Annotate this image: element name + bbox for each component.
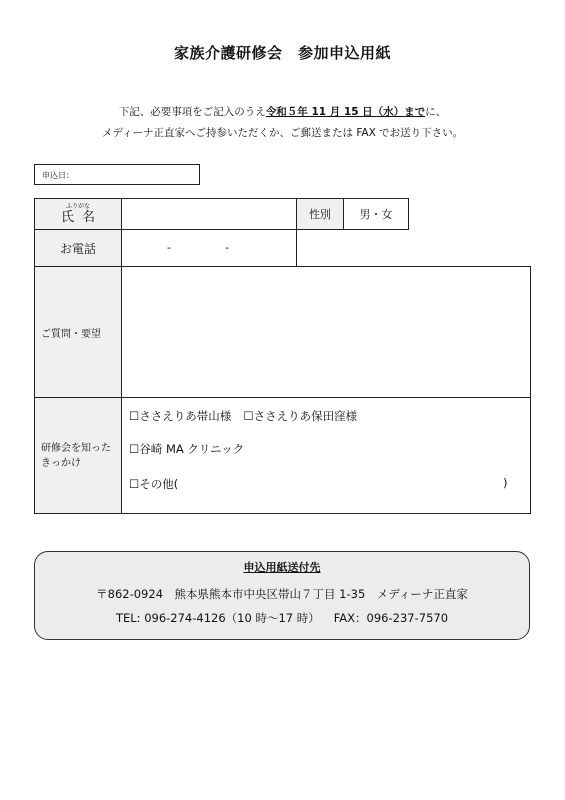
intro-line-2: メディーナ正直家へご持参いただくか、ご郵送または FAX でお送り下さい。 — [101, 127, 464, 139]
questions-input[interactable] — [121, 266, 531, 398]
gender-label: 性別 — [296, 198, 344, 230]
intro-text-end: に、 — [425, 106, 447, 118]
destination-tel: TEL: 096-274-4126（10 時〜17 時） — [115, 611, 320, 625]
phone-separator: - — [225, 241, 229, 254]
destination-contact — [35, 610, 529, 626]
checkbox-tanizaki-clinic[interactable]: ☐谷崎 MA クリニック — [129, 442, 245, 456]
phone-extra-cell — [296, 229, 531, 267]
name-label-cell — [34, 198, 122, 230]
questions-label: ご質問・要望 — [34, 266, 122, 398]
checkbox-sasaeria-obiyama[interactable]: ☐ささえりあ帯山様 — [129, 409, 232, 423]
deadline: 令和５年 11 月 15 日（水）まで — [265, 106, 426, 118]
destination-address: 〒862-0924 熊本県熊本市中央区帯山７丁目 1-35 メディーナ正直家 — [96, 587, 468, 601]
other-close-paren: ) — [503, 476, 508, 490]
destination-fax: FAX：096-237-7570 — [333, 611, 449, 625]
trigger-options — [121, 397, 531, 514]
gender-select[interactable]: 男・女 — [343, 198, 409, 230]
checkbox-sasaeria-hotakubo[interactable]: ☐ささえりあ保田窪様 — [243, 409, 358, 423]
name-input[interactable] — [121, 198, 297, 230]
trigger-label — [34, 397, 122, 514]
trigger-label-text: 研修会を知ったきっかけ — [41, 442, 111, 469]
page-title: 家族介護研修会 参加申込用紙 — [173, 44, 391, 62]
intro-line-1 — [0, 104, 565, 119]
phone-input[interactable] — [121, 229, 297, 267]
furigana-label: ふりがな — [65, 202, 90, 210]
checkbox-other[interactable]: ☐その他( — [129, 477, 179, 491]
destination-title: 申込用紙送付先 — [243, 561, 321, 574]
name-label: 氏名 — [60, 209, 103, 225]
apply-date-field[interactable] — [34, 164, 200, 185]
phone-label: お電話 — [34, 229, 122, 267]
destination-box — [34, 551, 530, 640]
phone-separator: - — [167, 241, 171, 254]
apply-date-label: 申込日： — [42, 171, 74, 180]
intro-text: 下記、必要事項をご記入のうえ — [118, 106, 266, 118]
option-row-1 — [129, 408, 357, 424]
